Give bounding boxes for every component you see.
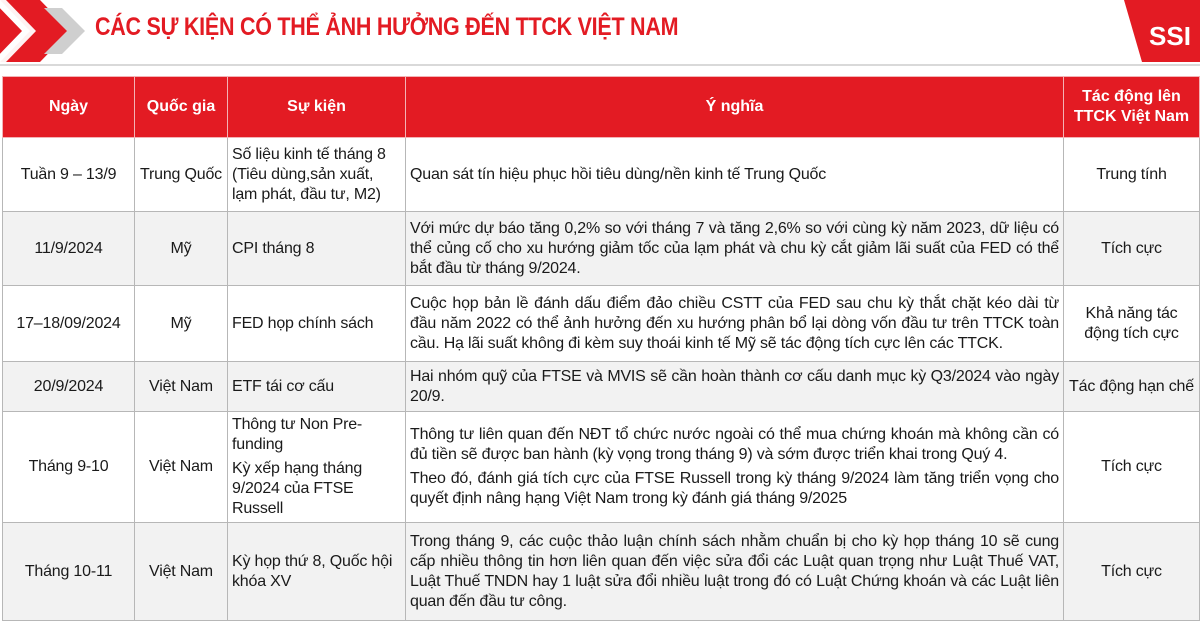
logo-text: SSI [1149, 21, 1191, 51]
event-line: Kỳ xếp hạng tháng 9/2024 của FTSE Russell [232, 460, 363, 517]
event-line: Thông tư Non Pre-funding [232, 416, 363, 453]
table-row [3, 523, 1200, 621]
impact-cell: Tác động hạn chế [1064, 362, 1200, 412]
meaning-cell [406, 412, 1064, 523]
date-cell: Tháng 9-10 [3, 412, 135, 523]
meaning-cell: Với mức dự báo tăng 0,2% so với tháng 7 và tăng 2,6% so với cùng kỳ năm 2023, dữ liệu có thể củng cố cho xu hướng giảm tốc của lạm phát và chu kỳ cắt giảm lãi suất của FED có thể bắt đầu từ tháng 9/2024. [406, 212, 1064, 286]
table-row [3, 212, 1200, 286]
column-header-event: Sự kiện [228, 77, 406, 138]
date-cell: 11/9/2024 [3, 212, 135, 286]
country-cell: Việt Nam [135, 362, 228, 412]
country-cell: Việt Nam [135, 412, 228, 523]
table-row [3, 362, 1200, 412]
meaning-paragraph: Thông tư liên quan đến NĐT tổ chức nước ngoài có thể mua chứng khoán mà không cần có đủ tiền sẽ được ban hành (kỳ vọng trong tháng 9) và sớm được triển khai trong Quý 4. [410, 426, 1059, 463]
event-cell: CPI tháng 8 [228, 212, 406, 286]
date-cell: 20/9/2024 [3, 362, 135, 412]
date-cell: 17–18/09/2024 [3, 286, 135, 362]
chevron-arrows-icon [0, 0, 90, 62]
page-header [0, 0, 1200, 62]
column-header-date: Ngày [3, 77, 135, 138]
impact-cell: Tích cực [1064, 412, 1200, 523]
event-cell: Kỳ họp thứ 8, Quốc hội khóa XV [228, 523, 406, 621]
country-cell: Mỹ [135, 212, 228, 286]
meaning-cell: Cuộc họp bản lề đánh dấu điểm đảo chiều CSTT của FED sau chu kỳ thắt chặt kéo dài từ đầu năm 2022 có thể ảnh hưởng đến xu hướng phân bổ lại dòng vốn đầu tư trên TTCK toàn cầu. Hạ lãi suất không đi kèm suy thoái kinh tế Mỹ sẽ tác động tích cực lên các TTCK. [406, 286, 1064, 362]
country-cell: Việt Nam [135, 523, 228, 621]
meaning-cell: Quan sát tín hiệu phục hồi tiêu dùng/nền kinh tế Trung Quốc [406, 138, 1064, 212]
impact-cell: Tích cực [1064, 212, 1200, 286]
date-cell: Tháng 10-11 [3, 523, 135, 621]
impact-cell: Trung tính [1064, 138, 1200, 212]
table-row [3, 412, 1200, 523]
column-header-meaning: Ý nghĩa [406, 77, 1064, 138]
meaning-paragraph: Theo đó, đánh giá tích cực của FTSE Russell trong kỳ tháng 9/2024 làm tăng triển vọng cho quyết định nâng hạng Việt Nam trong kỳ đánh giá tháng 9/2025 [410, 470, 1059, 507]
country-cell: Mỹ [135, 286, 228, 362]
impact-cell: Khả năng tác động tích cực [1064, 286, 1200, 362]
event-cell [228, 412, 406, 523]
header-divider [0, 64, 1200, 66]
event-cell: ETF tái cơ cấu [228, 362, 406, 412]
country-cell: Trung Quốc [135, 138, 228, 212]
meaning-cell: Trong tháng 9, các cuộc thảo luận chính sách nhằm chuẩn bị cho kỳ họp tháng 10 sẽ cung cấp nhiều thông tin hơn liên quan đến việc sửa đổi các Luật quan trọng như Luật Thuế VAT, Luật Thuế TNDN hay 1 luật sửa đổi nhiều luật trong đó có Luật Chứng khoán và các Luật liên quan đến đầu tư công. [406, 523, 1064, 621]
table-row [3, 138, 1200, 212]
column-header-impact: Tác động lên TTCK Việt Nam [1064, 77, 1200, 138]
column-header-country: Quốc gia [135, 77, 228, 138]
meaning-cell: Hai nhóm quỹ của FTSE và MVIS sẽ cần hoàn thành cơ cấu danh mục kỳ Q3/2024 vào ngày 20/9. [406, 362, 1064, 412]
date-cell: Tuần 9 – 13/9 [3, 138, 135, 212]
ssi-logo [1124, 0, 1200, 62]
events-table [2, 76, 1200, 621]
table-row [3, 286, 1200, 362]
page-title: CÁC SỰ KIỆN CÓ THỂ ẢNH HƯỞNG ĐẾN TTCK VIỆT NAM [95, 13, 679, 41]
event-cell: FED họp chính sách [228, 286, 406, 362]
impact-cell: Tích cực [1064, 523, 1200, 621]
table-header-row [3, 77, 1200, 138]
event-cell: Số liệu kinh tế tháng 8 (Tiêu dùng,sản xuất, lạm phát, đầu tư, M2) [228, 138, 406, 212]
